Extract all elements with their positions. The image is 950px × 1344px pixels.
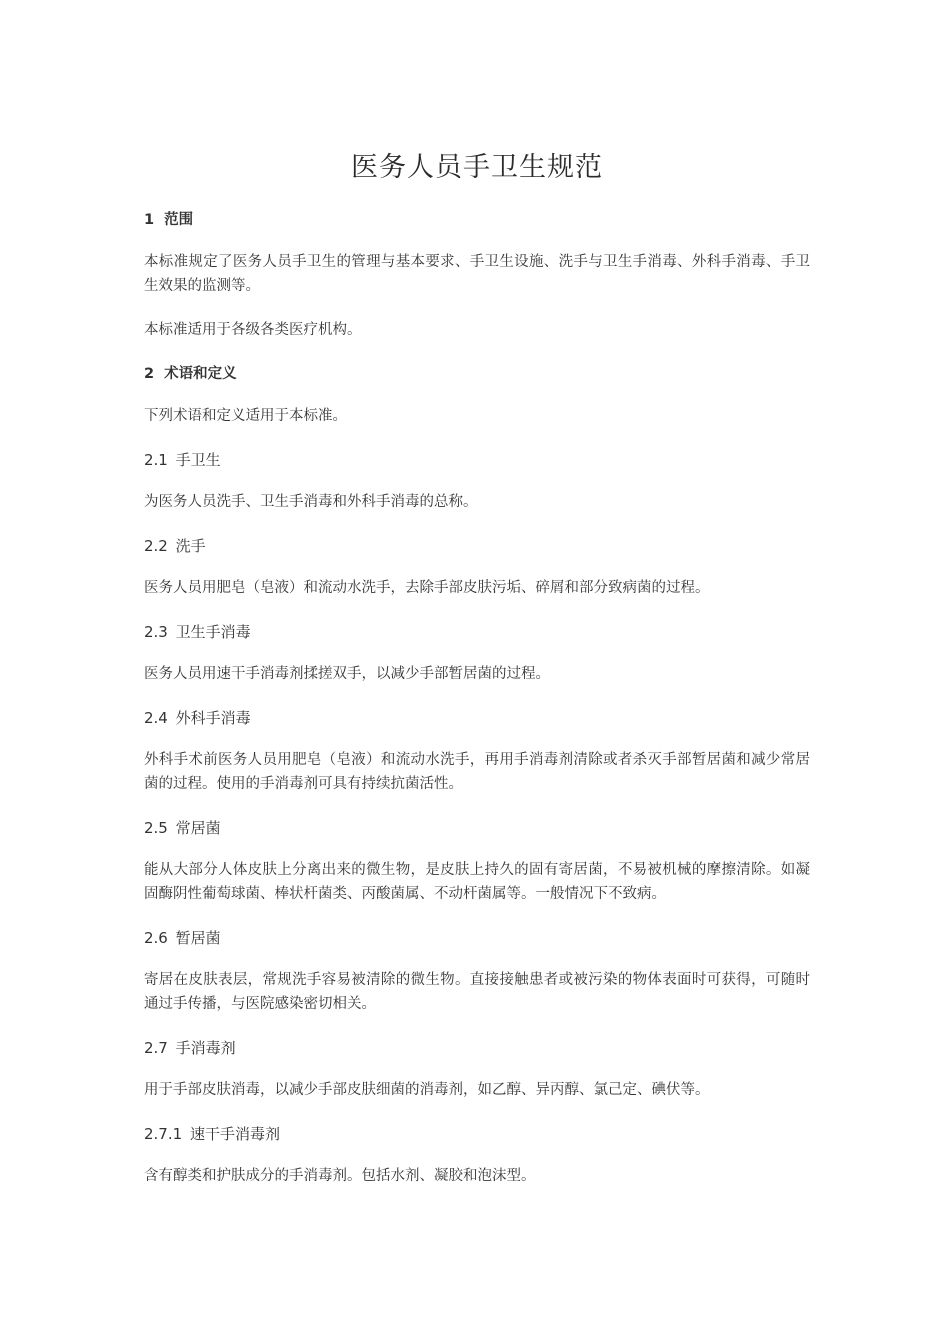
- subsection-heading: [144, 620, 810, 644]
- paragraph: 为医务人员洗手、卫生手消毒和外科手消毒的总称。: [144, 494, 478, 510]
- subsection-number: 2.2: [144, 537, 168, 555]
- subsection-number: 2.5: [144, 819, 168, 837]
- subsection-title: 暂居菌: [175, 929, 221, 947]
- section-heading: [144, 208, 810, 232]
- section-number: 1: [144, 212, 155, 228]
- paragraph: 本标准适用于各级各类医疗机构。: [144, 322, 362, 338]
- subsection-number: 2.4: [144, 709, 168, 727]
- section-heading: [144, 362, 810, 386]
- subsection-heading: [144, 816, 810, 840]
- paragraph: 含有醇类和护肤成分的手消毒剂。包括水剂、凝胶和泡沫型。: [144, 1168, 536, 1184]
- subsection-number: 2.7.1: [144, 1125, 183, 1143]
- subsection-title: 手消毒剂: [175, 1039, 236, 1057]
- document-page: [144, 150, 810, 1208]
- subsection-number: 2.7: [144, 1039, 168, 1057]
- subsection-heading: [144, 448, 810, 472]
- subsection-heading: [144, 534, 810, 558]
- subsection-number: 2.1: [144, 451, 168, 469]
- subsection-heading: [144, 706, 810, 730]
- subsection-heading: [144, 1036, 810, 1060]
- paragraph: 寄居在皮肤表层，常规洗手容易被清除的微生物。直接接触患者或被污染的物体表面时可获得，可随时通过手传播，与医院感染密切相关。: [144, 972, 810, 1012]
- subsection-number: 2.6: [144, 929, 168, 947]
- paragraph: 能从大部分人体皮肤上分离出来的微生物，是皮肤上持久的固有寄居菌，不易被机械的摩擦清除。如凝固酶阴性葡萄球菌、棒状杆菌类、丙酸菌属、不动杆菌属等。一般情况下不致病。: [144, 862, 810, 902]
- subsection-title: 卫生手消毒: [175, 623, 251, 641]
- subsection-heading: [144, 926, 810, 950]
- subsection-title: 外科手消毒: [175, 709, 251, 727]
- subsection-title: 常居菌: [175, 819, 221, 837]
- section-title: 术语和定义: [164, 366, 237, 382]
- section-number: 2: [144, 366, 155, 382]
- paragraph: 本标准规定了医务人员手卫生的管理与基本要求、手卫生设施、洗手与卫生手消毒、外科手消毒、手卫生效果的监测等。: [144, 254, 810, 294]
- document-title: 医务人员手卫生规范: [351, 152, 603, 183]
- paragraph: 下列术语和定义适用于本标准。: [144, 408, 347, 424]
- paragraph: 医务人员用速干手消毒剂揉搓双手，以减少手部暂居菌的过程。: [144, 666, 550, 682]
- subsection-title: 洗手: [175, 537, 206, 555]
- section-title: 范围: [164, 212, 194, 228]
- subsection-title: 手卫生: [175, 451, 221, 469]
- subsection-number: 2.3: [144, 623, 168, 641]
- subsection-title: 速干手消毒剂: [189, 1125, 280, 1143]
- paragraph: 外科手术前医务人员用肥皂（皂液）和流动水洗手，再用手消毒剂清除或者杀灭手部暂居菌和减少常居菌的过程。使用的手消毒剂可具有持续抗菌活性。: [144, 752, 810, 792]
- paragraph: 医务人员用肥皂（皂液）和流动水洗手，去除手部皮肤污垢、碎屑和部分致病菌的过程。: [144, 580, 710, 596]
- subsection-heading: [144, 1122, 810, 1146]
- paragraph: 用于手部皮肤消毒，以减少手部皮肤细菌的消毒剂，如乙醇、异丙醇、氯己定、碘伏等。: [144, 1082, 710, 1098]
